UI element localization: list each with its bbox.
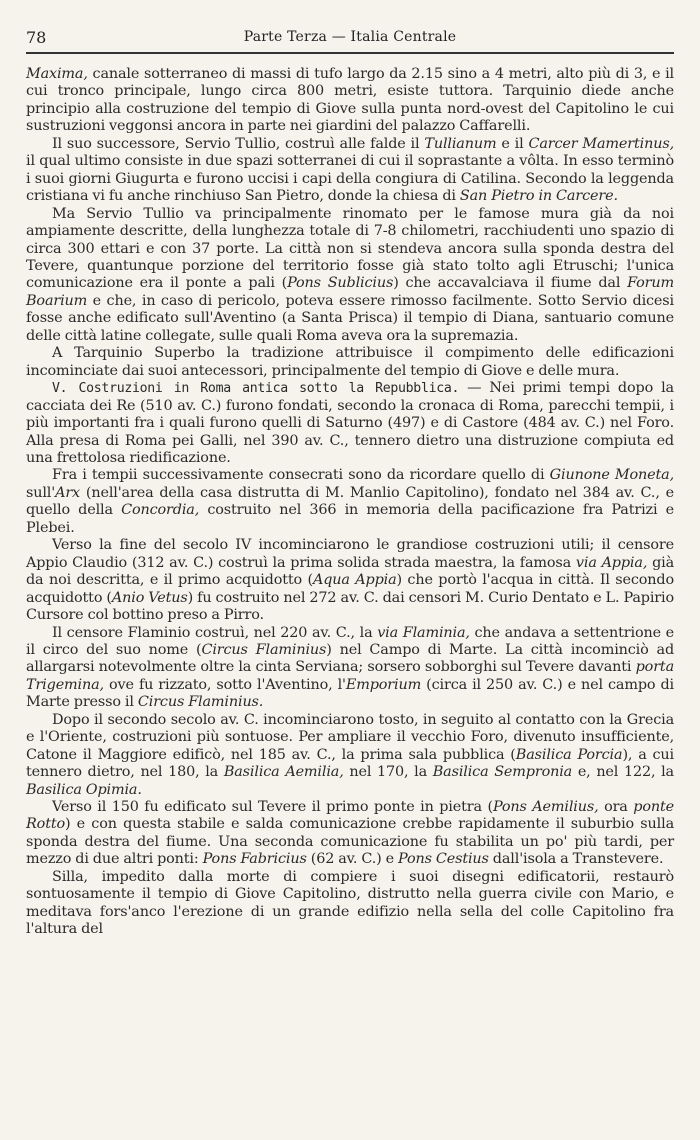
italic-term: Circus Flaminius. — [137, 694, 264, 711]
paragraph — [26, 136, 674, 206]
text-run: Verso la fine del secolo IV incominciarono le grandiose costruzioni utili; il censore Appio Claudio (312 av. C.) costruì la prima solida strada maestra, la famosa — [26, 537, 674, 571]
text-run: ) nel Campo di Marte. La città incominciò ad allargarsi notevolmente oltre la cinta Serviana; sorsero sobborghi sul Tevere davanti — [26, 641, 675, 676]
text-run: e il — [496, 135, 529, 152]
text-run: (62 av. C.) e — [306, 851, 399, 868]
body-text — [26, 66, 674, 939]
paragraph — [26, 625, 674, 712]
text-run: ove fu rizzato, sotto l'Aventino, l' — [103, 676, 346, 693]
italic-term: Carcer Mamertinus, — [528, 135, 674, 152]
text-run: Ma Servio Tullio va principalmente rinomato per le famose mura già da noi ampiamente descritte, della lunghezza totale di 7-8 chilometri, racchiudenti uno spazio di circa 300 ettari e con 37 porte. La città non si stendeva ancora sulla sponda destra del Tevere, quantunque porzione del territorio fosse già stato tolto agli Etruschi; l'unica comunicazione era il ponte a pali ( — [26, 205, 674, 292]
italic-term: San Pietro in Carcere. — [459, 188, 618, 205]
text-run: sull' — [26, 484, 56, 501]
italic-term: porta Trigemina, — [26, 659, 674, 693]
text-run: costruito nel 366 in memoria della pacificazione fra Patrizi e Plebei. — [26, 502, 674, 536]
paragraph — [26, 467, 674, 537]
text-run: ) che portò l'acqua in città. Il secondo acquidotto ( — [26, 572, 674, 606]
running-head: Parte Terza — Italia Centrale — [243, 29, 457, 45]
paragraph — [26, 799, 674, 869]
text-run: (circa il 250 av. C.) e nel campo di Marte presso il — [26, 676, 674, 711]
italic-term: Basilica Sempronia — [432, 764, 573, 781]
text-run: ) fu costruito nel 272 av. C. dai censori M. Curio Dentato e L. Papirio Cursore col bottino preso a Pirro. — [26, 589, 674, 624]
italic-term: Forum Boarium — [26, 275, 675, 309]
text-run: che andava a settentrione e il circo del suo nome ( — [26, 624, 674, 658]
italic-term: via Flaminia, — [377, 624, 470, 641]
italic-term: Anio Vetus — [111, 589, 188, 606]
italic-term: Arx — [55, 484, 81, 501]
text-run: e che, in caso di pericolo, poteva essere rimosso facilmente. Sotto Servio dicesi fosse anche edificato sull'Aventino (a Santa Prisca) il tempio di Diana, santuario comune delle città latine collegate, sulle quali Roma aveva ora la supremazia. — [26, 292, 674, 344]
italic-term: Tullianum — [424, 135, 497, 152]
page-number: 78 — [26, 28, 47, 47]
page-header — [26, 26, 674, 54]
italic-term: ponte Rotto — [26, 799, 674, 833]
text-run: Dopo il secondo secolo av. C. incominciarono tosto, in seguito al contatto con la Grecia e l'Oriente, costruzioni più sontuose. Per ampliare il vecchio Foro, divenuto insufficiente, Catone il Maggiore edificò, nel 185 av. C., la prima sala pubblica ( — [26, 711, 674, 763]
italic-term: Concordia, — [121, 502, 200, 519]
paragraph — [26, 712, 674, 799]
text-run: Fra i tempii successivamente consecrati sono da ricordare quello di — [52, 467, 550, 484]
text-run: ) e con questa stabile e salda comunicazione crebbe rapidamente il suburbio sulla sponda destra del fiume. Una seconda comunicazione fu stabilita un po' più tardi, per mezzo di due altri ponti: — [26, 816, 674, 868]
text-run: Il suo successore, Servio Tullio, costruì alle falde il — [52, 135, 425, 152]
text-run: (nell'area della casa distrutta di M. Manlio Capitolino), fondato nel 384 av. C., e quello della — [26, 484, 674, 519]
text-run: ora — [598, 799, 634, 816]
italic-term: Pons Aemilius, — [492, 799, 599, 816]
text-run: già da noi descritta, e il primo acquidotto ( — [26, 554, 675, 589]
italic-term: Basilica Opimia. — [26, 781, 142, 798]
paragraph — [26, 537, 674, 624]
text-run: Verso il 150 fu edificato sul Tevere il primo ponte in pietra ( — [52, 799, 493, 816]
paragraph — [26, 380, 674, 467]
italic-term: Emporium — [345, 676, 422, 693]
italic-term: via Appia, — [575, 554, 648, 571]
italic-term: Maxima, — [26, 66, 88, 82]
text-run: nel 170, la — [343, 764, 433, 781]
text-run: ) che accavalciava il fiume dal — [393, 275, 628, 292]
text-run: il qual ultimo consiste in due spazi sotterranei di cui il soprastante a vôlta. In esso terminò i suoi giorni Giugurta e furono uccisi i capi della congiura di Catilina. Secondo la leggenda cristiana vi fu anche rinchiuso San Pietro, donde la chiesa di — [26, 153, 674, 205]
text-run: — Nei primi tempi dopo la cacciata dei Re (510 av. C.) furono fondati, secondo la cronaca di Roma, parecchi tempii, i più importanti fra i quali furono quelli di Saturno (497) e di Castore (484 av. C.) nel Foro. Alla presa di Roma pei Galli, nel 390 av. C., tennero dietro una distruzione compiuta ed una frettolosa riedificazione. — [26, 380, 674, 466]
text-run: canale sotterraneo di massi di tufo largo da 2.15 sino a 4 metri, alto più di 3, e il cui tronco principale, lungo circa 800 metri, esiste tuttora. Tarquinio diede anche principio alla costruzione del tempio di Giove sulla punta nord-ovest del Capitolino le cui sustruzioni veggonsi ancora in parte nei giardini del palazzo Caffarelli. — [26, 66, 674, 135]
italic-term: Giunone Moneta, — [549, 467, 674, 484]
italic-term: Pons Fabricius — [202, 851, 307, 868]
paragraph — [26, 66, 674, 136]
text-run: e, nel 122, la — [572, 764, 674, 781]
paragraph — [26, 869, 674, 939]
italic-term: Pons Cestius — [398, 851, 489, 868]
paragraph — [26, 206, 674, 346]
text-run: A Tarquinio Superbo la tradizione attribuisce il compimento delle edificazioni incominciate dai suoi antecessori, principalmente del tempio di Giove e delle mura. — [26, 345, 674, 379]
paragraph — [26, 345, 674, 380]
italic-term: Aqua Appia — [312, 572, 397, 589]
italic-term: Basilica Porcia — [515, 746, 623, 763]
text-run: dall'isola a Transtevere. — [488, 851, 664, 868]
italic-term: Pons Sublicius — [287, 275, 394, 292]
text-run: Silla, impedito dalla morte di compiere i suoi disegni edificatorii, restaurò sontuosamente il tempio di Giove Capitolino, distrutto nella guerra civile con Mario, e meditava fors'anco l'erezione di un grande edifizio nella sella del colle Capitolino fra l'altura del — [26, 868, 674, 938]
section-heading: V. Costruzioni in Roma antica sotto la Repubblica. — [52, 381, 460, 397]
italic-term: Basilica Aemilia, — [223, 764, 344, 781]
text-run: Il censore Flaminio costruì, nel 220 av. C., la — [52, 624, 378, 641]
italic-term: Circus Flaminius — [201, 641, 327, 658]
text-run: ), a cui tennero dietro, nel 180, la — [26, 746, 674, 781]
